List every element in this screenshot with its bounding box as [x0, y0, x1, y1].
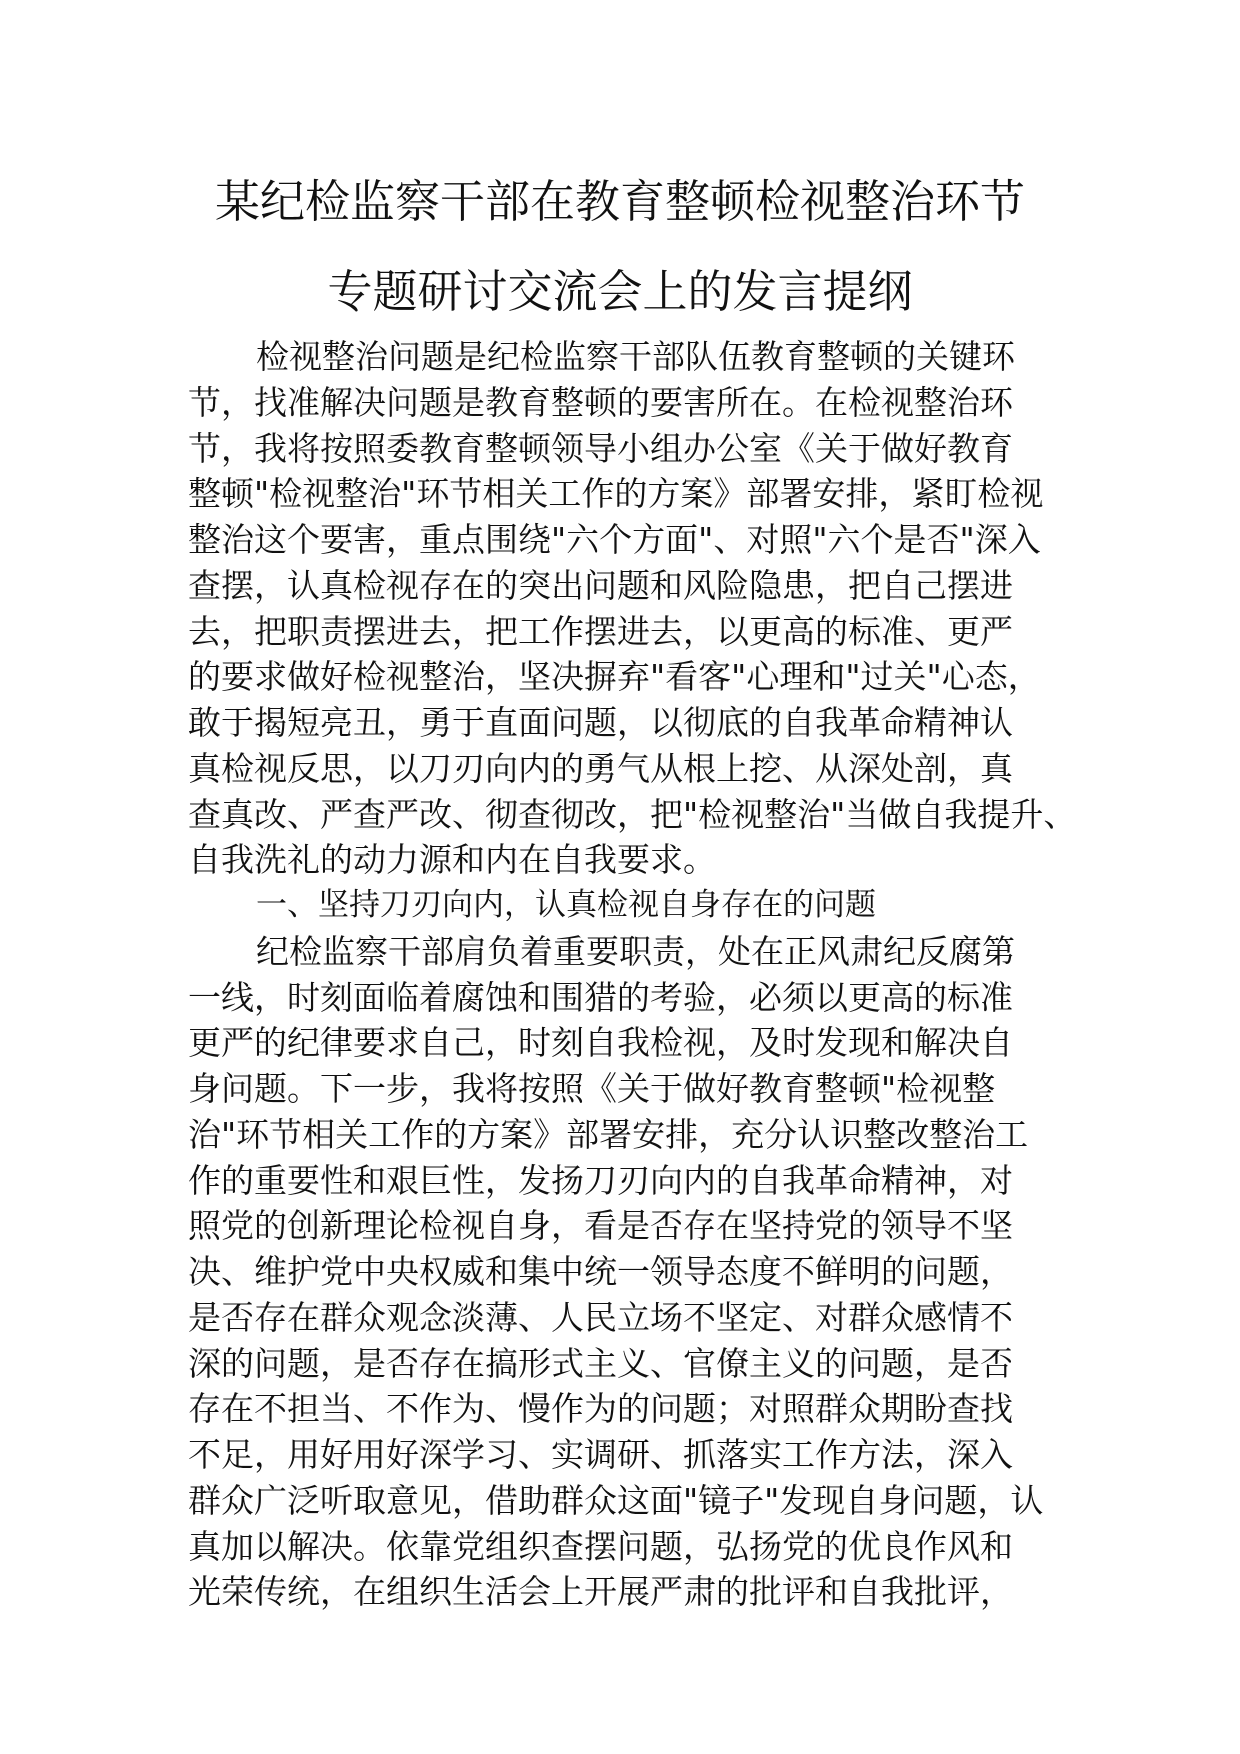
paragraph-line: 一线，时刻面临着腐蚀和围猎的考验，必须以更高的标准	[188, 977, 1013, 1017]
paragraph-line: 整治这个要害，重点围绕"六个方面"、对照"六个是否"深入	[188, 520, 1041, 559]
paragraph-line: 更严的纪律要求自己，时刻自我检视，及时发现和解决自	[188, 1023, 1013, 1063]
paragraph-line: 敢于揭短亮丑，勇于直面问题，以彻底的自我革命精神认	[188, 703, 1013, 742]
paragraph-line: 决、维护党中央权威和集中统一领导态度不鲜明的问题，	[188, 1252, 1013, 1291]
paragraph-line: 自我洗礼的动力源和内在自我要求。	[188, 840, 716, 880]
paragraph-line: 治"环节相关工作的方案》部署安排，充分认识整改整治工	[188, 1114, 1029, 1154]
section-heading: 一、坚持刀刃向内，认真检视自身存在的问题	[256, 887, 876, 923]
paragraph-line: 深的问题，是否存在搞形式主义、官僚主义的问题，是否	[188, 1343, 1013, 1383]
paragraph-line: 纪检监察干部肩负着重要职责，处在正风肃纪反腐第	[256, 931, 1015, 971]
paragraph-line: 不足，用好用好深学习、实调研、抓落实工作方法，深入	[188, 1435, 1013, 1474]
document-body	[188, 334, 1077, 1615]
paragraph-line: 查真改、严查严改、彻查彻改，把"检视整治"当做自我提升、	[188, 794, 1077, 834]
document-title-line-2: 专题研讨交流会上的发言提纲	[327, 265, 913, 318]
paragraph-line: 真检视反思，以刀刃向内的勇气从根上挖、从深处剖，真	[188, 748, 1013, 788]
paragraph-line: 去，把职责摆进去，把工作摆进去，以更高的标准、更严	[188, 611, 1013, 651]
paragraph-line: 真加以解决。依靠党组织查摆问题，弘扬党的优良作风和	[188, 1526, 1013, 1566]
paragraph-line: 整顿"检视整治"环节相关工作的方案》部署安排，紧盯检视	[188, 474, 1044, 514]
paragraph-line: 查摆，认真检视存在的突出问题和风险隐患，把自己摆进	[188, 565, 1013, 605]
paragraph-line: 存在不担当、不作为、慢作为的问题；对照群众期盼查找	[188, 1389, 1013, 1429]
paragraph-line: 群众广泛听取意见，借助群众这面"镜子"发现自身问题，认	[188, 1480, 1044, 1520]
paragraph-line: 光荣传统，在组织生活会上开展严肃的批评和自我批评，	[188, 1572, 1013, 1612]
paragraph-line: 节，找准解决问题是教育整顿的要害所在。在检视整治环	[188, 382, 1013, 422]
paragraph-line: 是否存在群众观念淡薄、人民立场不坚定、对群众感情不	[188, 1297, 1013, 1337]
document-title-line-1: 某纪检监察干部在教育整顿检视整治环节	[214, 175, 1025, 228]
paragraph-line: 照党的创新理论检视自身，看是否存在坚持党的领导不坚	[188, 1206, 1013, 1246]
paragraph-line: 节，我将按照委教育整顿领导小组办公室《关于做好教育	[188, 428, 1013, 468]
paragraph-line: 检视整治问题是纪检监察干部队伍教育整顿的关键环	[256, 337, 1015, 376]
paragraph-line: 作的重要性和艰巨性，发扬刀刃向内的自我革命精神，对	[188, 1160, 1013, 1200]
paragraph-line: 身问题。下一步，我将按照《关于做好教育整顿"检视整	[188, 1069, 996, 1108]
paragraph-line: 的要求做好检视整治，坚决摒弃"看客"心理和"过关"心态，	[188, 657, 1041, 697]
